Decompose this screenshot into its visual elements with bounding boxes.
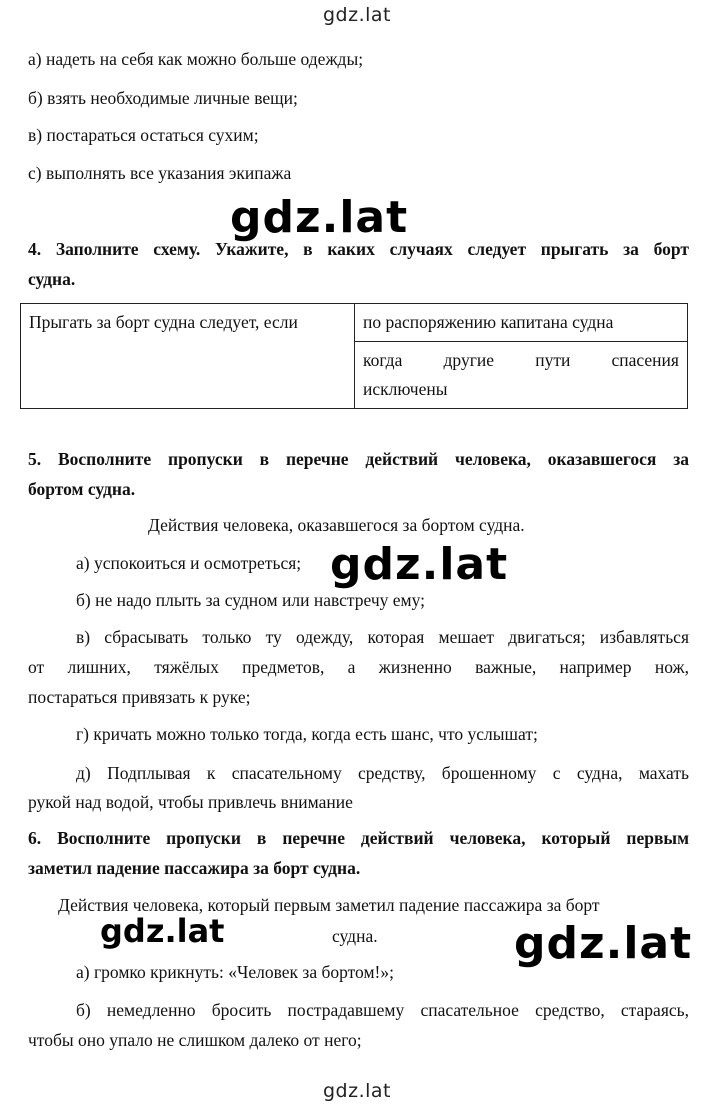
q5-item-e-line2: рукой над водой, чтобы привлечь внимание	[28, 792, 353, 812]
q5-item-a: а) успокоиться и осмотреться;	[76, 553, 302, 573]
watermark-large-2: gdz.lat	[330, 539, 509, 590]
watermark-top: gdz.lat	[323, 4, 392, 26]
watermark-medium-3: gdz.lat	[100, 912, 225, 950]
q6-item-a: а) громко крикнуть: «Человек за бортом!»;	[76, 962, 394, 982]
q6-item-b-line2: чтобы оно упало не слишком далеко от него;	[28, 1030, 362, 1050]
cell-word: другие	[443, 350, 495, 370]
question-5-line1: 5. Восполните пропуски в перечне действий человека, оказавшегося за	[28, 449, 689, 469]
cell-word: спасения	[611, 350, 679, 370]
scheme-left-cell: Прыгать за борт судна следует, если	[21, 304, 355, 409]
cell-word: пути	[535, 350, 571, 370]
scheme-right-cell-1: по распоряжению капитана судна	[355, 304, 688, 342]
q5-item-c-line1: в) сбрасывать только ту одежду, которая мешает двигаться; избавляться	[76, 627, 689, 647]
question-5-line2: бортом судна.	[28, 479, 136, 499]
q5-item-b: б) не надо плыть за судном или навстречу ему;	[76, 590, 426, 610]
q6-heading-line1: Действия человека, который первым заметил падение пассажира за борт	[58, 895, 600, 915]
option-c: в) постараться остаться сухим;	[28, 125, 259, 145]
q5-item-c-line2: от лишних, тяжёлых предметов, а жизненно важные, например нож,	[28, 657, 689, 677]
question-4-line2: судна.	[28, 269, 76, 289]
question-6-line1: 6. Восполните пропуски в перечне действий человека, который первым	[28, 828, 689, 848]
q6-heading-line2: судна.	[332, 926, 378, 946]
question-6-line2: заметил падение пассажира за борт судна.	[28, 858, 361, 878]
option-a: а) надеть на себя как можно больше одежды;	[28, 49, 364, 69]
q5-item-c-line3: постараться привязать к руке;	[28, 687, 251, 707]
scheme-table	[20, 303, 688, 409]
cell-word: когда	[363, 350, 403, 370]
watermark-large-4: gdz.lat	[514, 918, 693, 969]
q5-heading: Действия человека, оказавшегося за бортом судна.	[148, 515, 525, 535]
option-d: с) выполнять все указания экипажа	[28, 163, 292, 183]
watermark-large-1: gdz.lat	[230, 192, 409, 243]
cell-line-2: исключены	[363, 379, 448, 399]
q5-item-e-line1: д) Подплывая к спасательному средству, брошенному с судна, махать	[76, 763, 689, 783]
watermark-bottom: gdz.lat	[323, 1080, 392, 1102]
q5-item-d: г) кричать можно только тогда, когда есть шанс, что услышат;	[76, 724, 538, 744]
option-b: б) взять необходимые личные вещи;	[28, 88, 298, 108]
scheme-right-cell-2	[355, 342, 688, 409]
question-4-line1: 4. Заполните схему. Укажите, в каких случаях следует прыгать за борт	[28, 239, 689, 259]
q6-item-b-line1: б) немедленно бросить пострадавшему спасательное средство, стараясь,	[76, 1000, 689, 1020]
